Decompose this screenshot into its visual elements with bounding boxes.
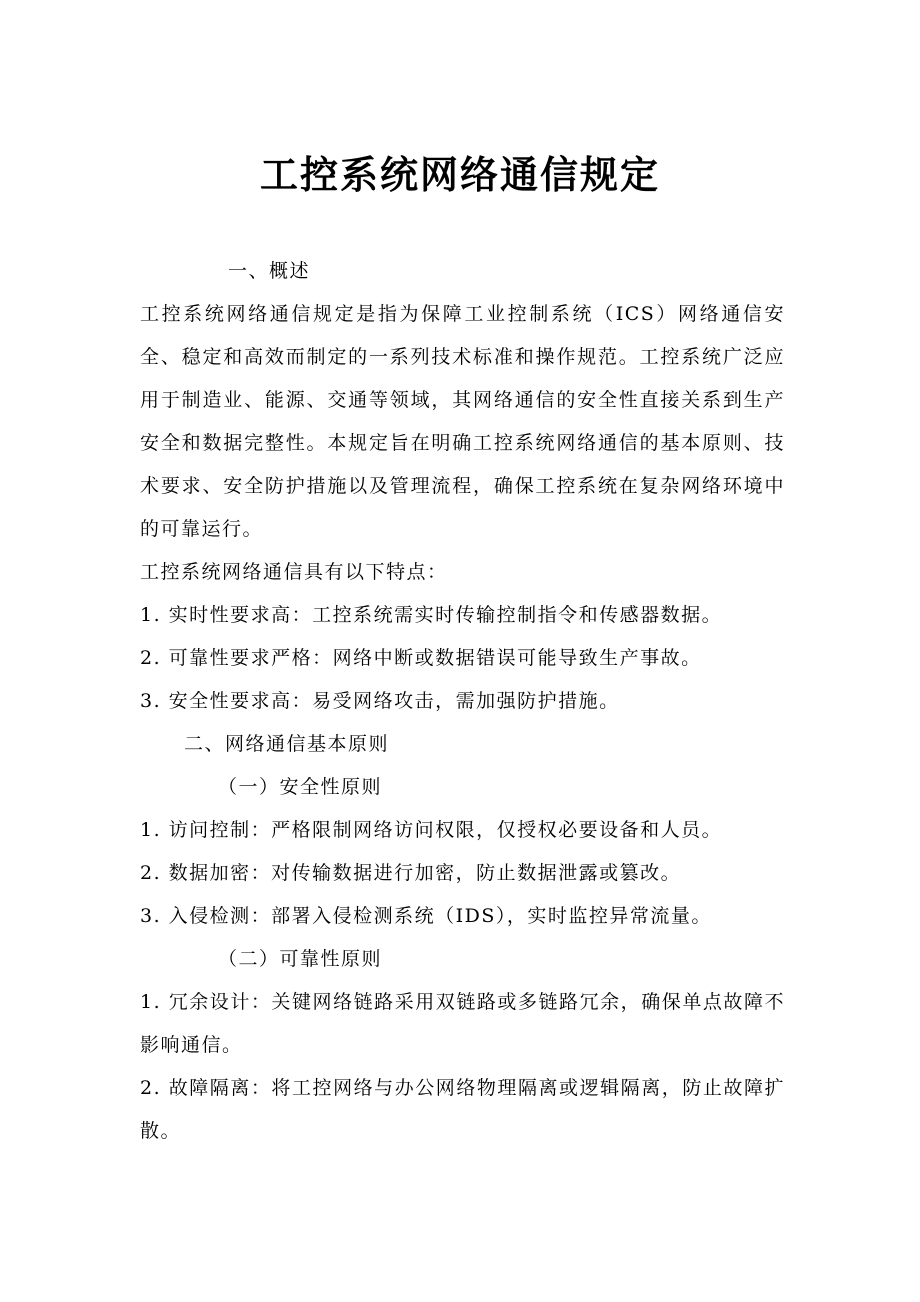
document-title: 工控系统网络通信规定 — [259, 153, 660, 197]
feature-item: 2. 可靠性要求严格：网络中断或数据错误可能导致生产事故。 — [140, 647, 702, 669]
subsection-heading-security: （一）安全性原则 — [218, 776, 383, 798]
feature-item: 1. 实时性要求高：工控系统需实时传输控制指令和传感器数据。 — [140, 604, 723, 626]
features-lead: 工控系统网络通信具有以下特点： — [140, 561, 448, 583]
document-body — [140, 250, 785, 1153]
reliability-item: 1. 冗余设计：关键网络链路采用双链路或多链路冗余，确保单点故障不影响通信。 — [140, 991, 785, 1056]
reliability-item: 2. 故障隔离：将工控网络与办公网络物理隔离或逻辑隔离，防止故障扩散。 — [140, 1077, 785, 1142]
subsection-heading-reliability: （二）可靠性原则 — [218, 948, 383, 970]
feature-item: 3. 安全性要求高：易受网络攻击，需加强防护措施。 — [140, 690, 620, 712]
section-heading-overview: 一、概述 — [228, 260, 311, 282]
section-heading-principles: 二、网络通信基本原则 — [184, 733, 390, 755]
security-item: 1. 访问控制：严格限制网络访问权限，仅授权必要设备和人员。 — [140, 819, 723, 841]
security-item: 3. 入侵检测：部署入侵检测系统（IDS），实时监控异常流量。 — [140, 905, 712, 927]
security-item: 2. 数据加密：对传输数据进行加密，防止数据泄露或篡改。 — [140, 862, 682, 884]
intro-paragraph: 工控系统网络通信规定是指为保障工业控制系统（ICS）网络通信安全、稳定和高效而制定的一系列技术标准和操作规范。工控系统广泛应用于制造业、能源、交通等领域，其网络通信的安全性直接关系到生产安全和数据完整性。本规定旨在明确工控系统网络通信的基本原则、技术要求、安全防护措施以及管理流程，确保工控系统在复杂网络环境中的可靠运行。 — [140, 303, 785, 540]
